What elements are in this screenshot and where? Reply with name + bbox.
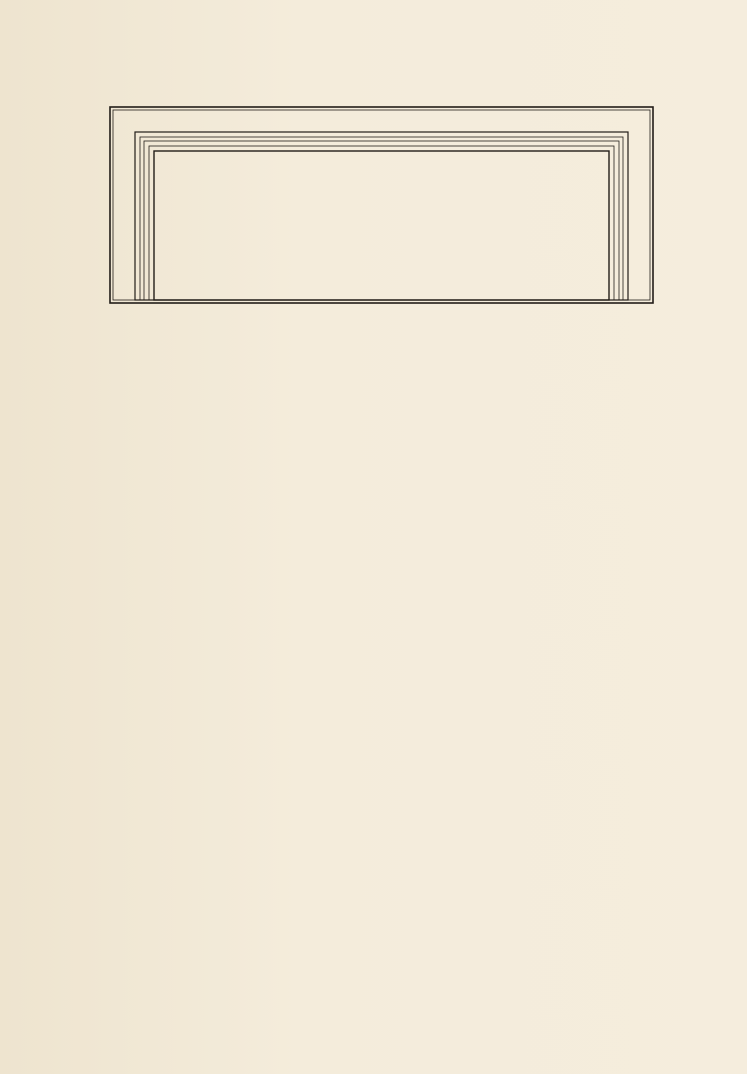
ornamental-title-frame	[109, 106, 654, 304]
